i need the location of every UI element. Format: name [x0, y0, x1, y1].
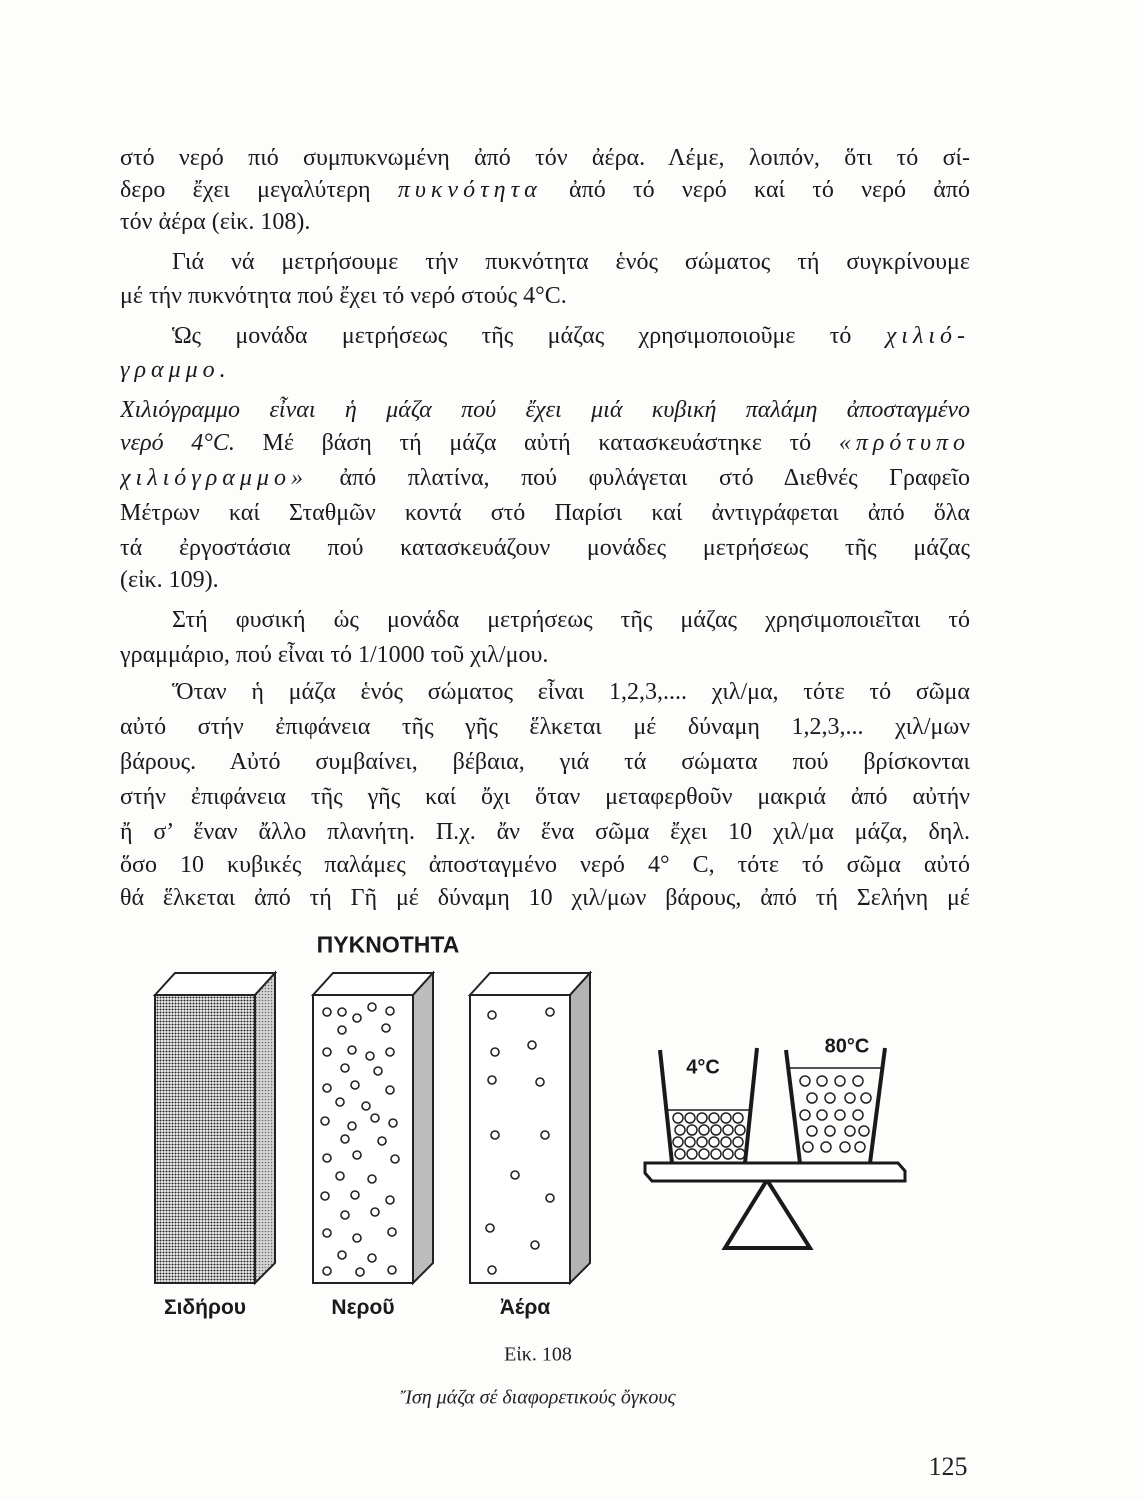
text-segment: τά ἐργοστάσια πού κατασκευάζουν μονάδες μετρήσεως τῆς μάζας	[120, 535, 970, 561]
text-segment: Ὅταν ἡ μάζα ἑνός σώματος εἶναι 1,2,3,.... χιλ/μα, τότε τό σῶμα	[172, 679, 970, 705]
text-segment: Μέ βάση τή μάζα αὐτή κατασκευάστηκε τό	[234, 430, 839, 456]
water-particle	[735, 1149, 745, 1159]
text-segment: στήν ἐπιφάνεια τῆς γῆς καί ὄχι ὅταν μεταφερθοῦν μακριά ἀπό αὐτήν	[120, 784, 970, 810]
hot-water-particles	[800, 1076, 871, 1152]
text-segment: ἀπό τό νερό καί τό νερό ἀπό	[541, 177, 970, 203]
emphasis-term: χιλιόγραμμο»	[120, 465, 308, 491]
water-particle	[711, 1149, 721, 1159]
hot-temperature-label: 80°C	[824, 1035, 870, 1058]
iron-label: Σιδήρου	[163, 1296, 247, 1319]
air-label: Ἀέρα	[499, 1296, 551, 1319]
water-particle	[709, 1137, 719, 1147]
water-particle	[733, 1113, 743, 1123]
water-particle	[853, 1076, 863, 1086]
emphasis-term: «πρότυπο	[838, 430, 970, 456]
water-particle	[861, 1093, 871, 1103]
balance-scale	[645, 1048, 905, 1248]
water-label: Νεροῦ	[331, 1296, 395, 1319]
air-block	[470, 973, 590, 1283]
water-particle	[723, 1125, 733, 1135]
water-particle	[721, 1137, 731, 1147]
text-segment: στό νερό πιό συμπυκνωμένη ἀπό τόν ἀέρα. Λέμε, λοιπόν, ὅτι τό σί-	[120, 145, 970, 171]
water-particle	[723, 1149, 733, 1159]
emphasis-term: γραμμο.	[120, 357, 231, 383]
water-particle	[855, 1142, 865, 1152]
text-segment: Ὡς μονάδα μετρήσεως τῆς μάζας χρησιμοποιοῦμε τό	[172, 323, 886, 349]
water-particle	[721, 1113, 731, 1123]
water-particle	[853, 1110, 863, 1120]
hot-water-beaker	[786, 1048, 885, 1163]
text-segment: γραμμάριο, πού εἶναι τό 1/1000 τοῦ χιλ/μου.	[120, 642, 549, 668]
water-particle	[807, 1093, 817, 1103]
air-block-front	[470, 995, 570, 1283]
water-particle	[675, 1125, 685, 1135]
water-particle	[697, 1137, 707, 1147]
text-segment: ἀπό πλατίνα, πού φυλάγεται στό Διεθνές Γραφεῖο	[307, 465, 970, 491]
text-segment: δερο ἔχει μεγαλύτερη	[120, 177, 398, 203]
water-particle	[699, 1149, 709, 1159]
water-particle	[800, 1076, 810, 1086]
water-particle	[840, 1142, 850, 1152]
figure-title: ΠΥΚΝΟΤΗΤΑ	[316, 931, 460, 958]
water-particle	[821, 1142, 831, 1152]
iron-block-side	[255, 973, 275, 1283]
water-particle	[733, 1137, 743, 1147]
water-particle	[711, 1125, 721, 1135]
text-segment: τόν ἀέρα (εἰκ. 108).	[120, 209, 311, 235]
water-particle	[675, 1149, 685, 1159]
water-particle	[709, 1113, 719, 1123]
water-particle	[807, 1126, 817, 1136]
water-block	[313, 973, 433, 1283]
beaker-walls	[786, 1048, 885, 1163]
cold-water-particles	[673, 1113, 745, 1159]
text-segment: θά ἕλκεται ἀπό τή Γῆ μέ δύναμη 10 χιλ/μων βάρους, ἀπό τή Σελήνη μέ	[120, 885, 970, 911]
water-particle	[825, 1126, 835, 1136]
water-particle	[817, 1110, 827, 1120]
figure-caption: Ἴση μάζα σέ διαφορετικούς ὄγκους	[400, 1386, 676, 1409]
water-particle	[685, 1113, 695, 1123]
water-particle	[825, 1093, 835, 1103]
iron-block-front	[155, 995, 255, 1283]
water-particle	[685, 1137, 695, 1147]
text-segment: ὅσο 10 κυβικές παλάμες ἀποσταγμένο νερό 4° C, τότε τό σῶμα αὐτό	[120, 852, 970, 878]
text-segment: Στή φυσική ὡς μονάδα μετρήσεως τῆς μάζας χρησιμοποιεῖται τό	[172, 607, 970, 633]
water-particle	[687, 1149, 697, 1159]
water-particle	[697, 1113, 707, 1123]
water-particle	[699, 1125, 709, 1135]
cold-temperature-label: 4°C	[686, 1056, 720, 1079]
balance-beam	[645, 1163, 905, 1181]
text-segment: βάρους. Αὐτό συμβαίνει, βέβαια, γιά τά σώματα πού βρίσκονται	[120, 749, 970, 775]
water-block-front	[313, 995, 413, 1283]
text-segment: Μέτρων καί Σταθμῶν κοντά στό Παρίσι καί ἀντιγράφεται ἀπό ὅλα	[120, 500, 970, 526]
iron-block	[155, 973, 275, 1283]
water-particle	[803, 1142, 813, 1152]
water-particle	[673, 1113, 683, 1123]
water-particle	[687, 1125, 697, 1135]
water-particle	[835, 1076, 845, 1086]
page-number: 125	[928, 1452, 968, 1481]
water-particle	[817, 1076, 827, 1086]
water-particle	[673, 1137, 683, 1147]
emphasis-term: πυκνότητα	[397, 177, 542, 203]
emphasis-term: χιλιό-	[885, 323, 970, 349]
text-segment: Γιά νά μετρήσουμε τήν πυκνότητα ἑνός σώματος τή συγκρίνουμε	[172, 249, 970, 275]
water-particle	[845, 1126, 855, 1136]
definition-text: νερό 4°C.	[120, 430, 235, 456]
figure-number: Εἰκ. 108	[504, 1343, 572, 1366]
water-particle	[835, 1110, 845, 1120]
definition-text: Χιλιόγραμμο εἶναι ἡ μάζα πού ἔχει μιά κυβική παλάμη ἀποσταγμένο	[120, 397, 970, 423]
text-segment: αὐτό στήν ἐπιφάνεια τῆς γῆς ἕλκεται μέ δύναμη 1,2,3,... χιλ/μων	[120, 714, 970, 740]
water-particle	[800, 1110, 810, 1120]
balance-fulcrum	[725, 1180, 810, 1248]
text-segment: ἤ σ’ ἕναν ἄλλο πλανήτη. Π.χ. ἄν ἕνα σῶμα ἔχει 10 χιλ/μα μάζα, δηλ.	[120, 819, 970, 845]
water-particle	[859, 1126, 869, 1136]
water-block-side	[413, 973, 433, 1283]
water-particle	[735, 1125, 745, 1135]
text-segment: (εἰκ. 109).	[120, 567, 219, 593]
water-particle	[845, 1093, 855, 1103]
air-block-side	[570, 973, 590, 1283]
text-segment: μέ τήν πυκνότητα πού ἔχει τό νερό στούς 4°C.	[120, 283, 567, 309]
